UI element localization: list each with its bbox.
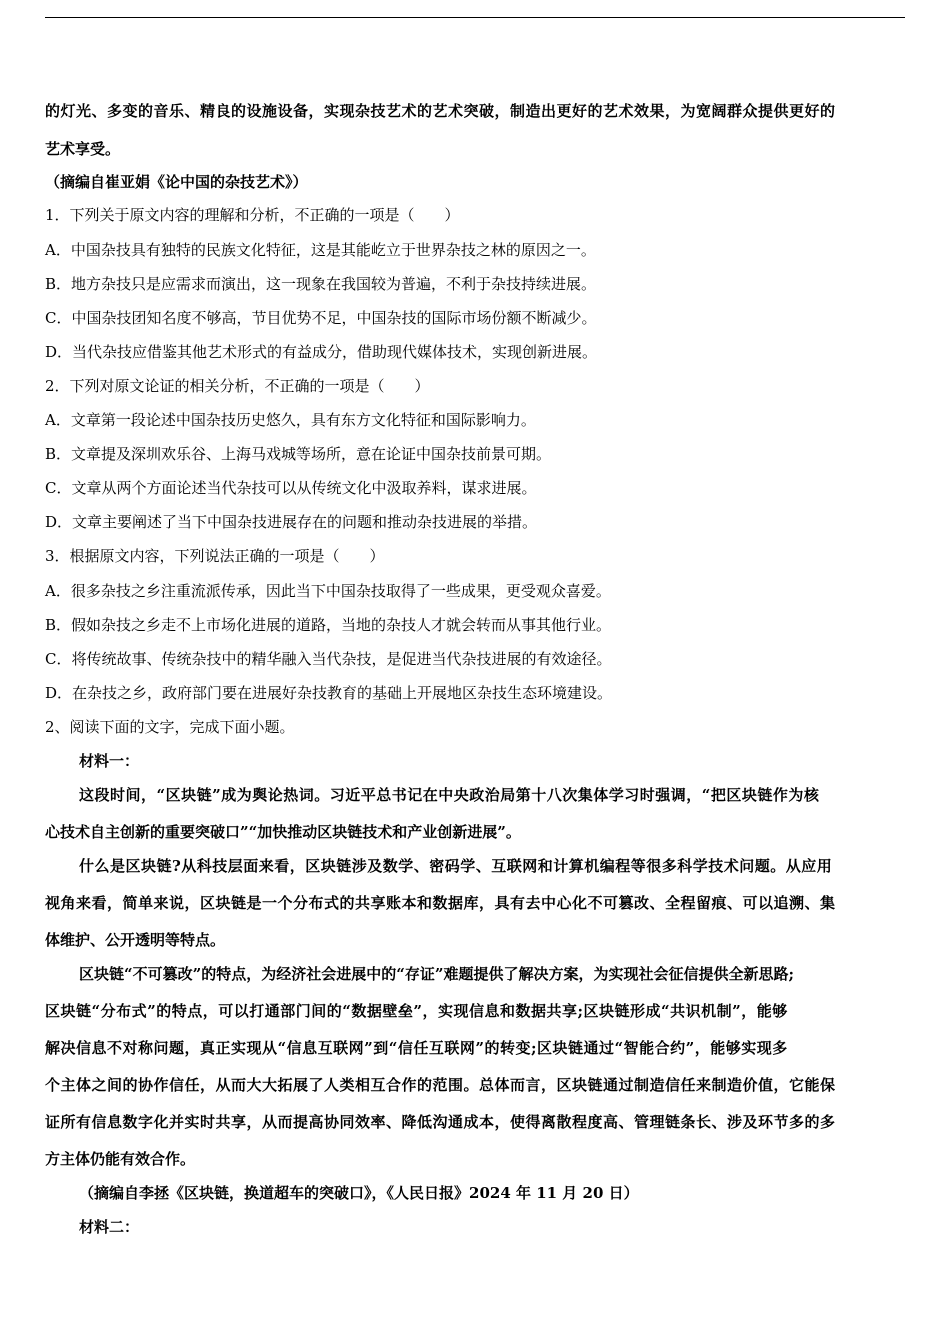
question-option: B．地方杂技只是应需求而演出，这一现象在我国较为普遍，不利于杂技持续进展。 [45,275,597,293]
material-title: 材料一： [79,752,140,770]
question-option: A．很多杂技之乡注重流派传承，因此当下中国杂技取得了一些成果，更受观众喜爱。 [45,582,611,600]
material-paragraph-line: 体维护、公开透明等特点。 [45,931,226,949]
material-paragraph-line: 区块链“不可篡改”的特点，为经济社会进展中的“存证”难题提供了解决方案，为实现社会征信提供全新思路; [79,965,795,983]
question-option: D．文章主要阐述了当下中国杂技进展存在的问题和推动杂技进展的举措。 [45,513,538,531]
question-option: C．将传统故事、传统杂技中的精华融入当代杂技，是促进当代杂技进展的有效途径。 [45,650,612,668]
question-stem: 1．下列关于原文内容的理解和分析，不正确的一项是（ ） [45,206,460,224]
question-option: B．文章提及深圳欢乐谷、上海马戏城等场所，意在论证中国杂技前景可期。 [45,445,552,463]
material-paragraph-line: 区块链“分布式”的特点，可以打通部门间的“数据壁垒”，实现信息和数据共享;区块链形成“共识机制”，能够 [45,1002,788,1020]
question-option: D．在杂技之乡，政府部门要在进展好杂技教育的基础上开展地区杂技生态环境建设。 [45,684,613,702]
section-heading: 2、阅读下面的文字，完成下面小题。 [45,718,295,736]
material-paragraph-line: 方主体仍能有效合作。 [45,1150,196,1168]
header-rule [45,17,905,18]
question-stem: 2．下列对原文论证的相关分析，不正确的一项是（ ） [45,377,430,395]
material-paragraph-line: 个主体之间的协作信任，从而大大拓展了人类相互合作的范围。总体而言，区块链通过制造信任来制造价值，它能保 [45,1076,836,1094]
passage-line: 艺术享受。 [45,140,121,158]
material-paragraph-line: 解决信息不对称问题，真正实现从“信息互联网”到“信任互联网”的转变;区块链通过“智能合约”，能够实现多 [45,1039,788,1057]
question-option: A．中国杂技具有独特的民族文化特征，这是其能屹立于世界杂技之林的原因之一。 [45,241,596,259]
question-option: A．文章第一段论述中国杂技历史悠久，具有东方文化特征和国际影响力。 [45,411,536,429]
passage-source: （摘编自崔亚娟《论中国的杂技艺术》） [45,173,308,191]
question-option: C．中国杂技团知名度不够高，节目优势不足，中国杂技的国际市场份额不断减少。 [45,309,597,327]
material-paragraph-line: 视角来看，简单来说，区块链是一个分布式的共享账本和数据库，具有去中心化不可篡改、全程留痕、可以追溯、集 [45,894,836,912]
material-paragraph-line: 证所有信息数字化并实时共享，从而提高协同效率、降低沟通成本，使得离散程度高、管理链条长、涉及环节多的多 [45,1113,836,1131]
material-paragraph-line: 什么是区块链?从科技层面来看，区块链涉及数学、密码学、互联网和计算机编程等很多科学技术问题。从应用 [79,857,833,875]
material-source: （摘编自李拯《区块链，换道超车的突破口》，《人民日报》2024 年 11 月 20 日） [79,1184,639,1202]
material-title: 材料二： [79,1218,140,1236]
material-paragraph-line: 这段时间，“区块链”成为舆论热词。习近平总书记在中央政治局第十八次集体学习时强调，“把区块链作为核 [79,786,820,804]
question-option: D．当代杂技应借鉴其他艺术形式的有益成分，借助现代媒体技术，实现创新进展。 [45,343,598,361]
passage-line: 的灯光、多变的音乐、精良的设施设备，实现杂技艺术的艺术突破，制造出更好的艺术效果，为宽阔群众提供更好的 [45,102,836,120]
question-stem: 3．根据原文内容，下列说法正确的一项是（ ） [45,547,385,565]
question-option: B．假如杂技之乡走不上市场化进展的道路，当地的杂技人才就会转而从事其他行业。 [45,616,612,634]
question-option: C．文章从两个方面论述当代杂技可以从传统文化中汲取养料，谋求进展。 [45,479,537,497]
material-paragraph-line: 心技术自主创新的重要突破口”“加快推动区块链技术和产业创新进展”。 [45,823,521,841]
